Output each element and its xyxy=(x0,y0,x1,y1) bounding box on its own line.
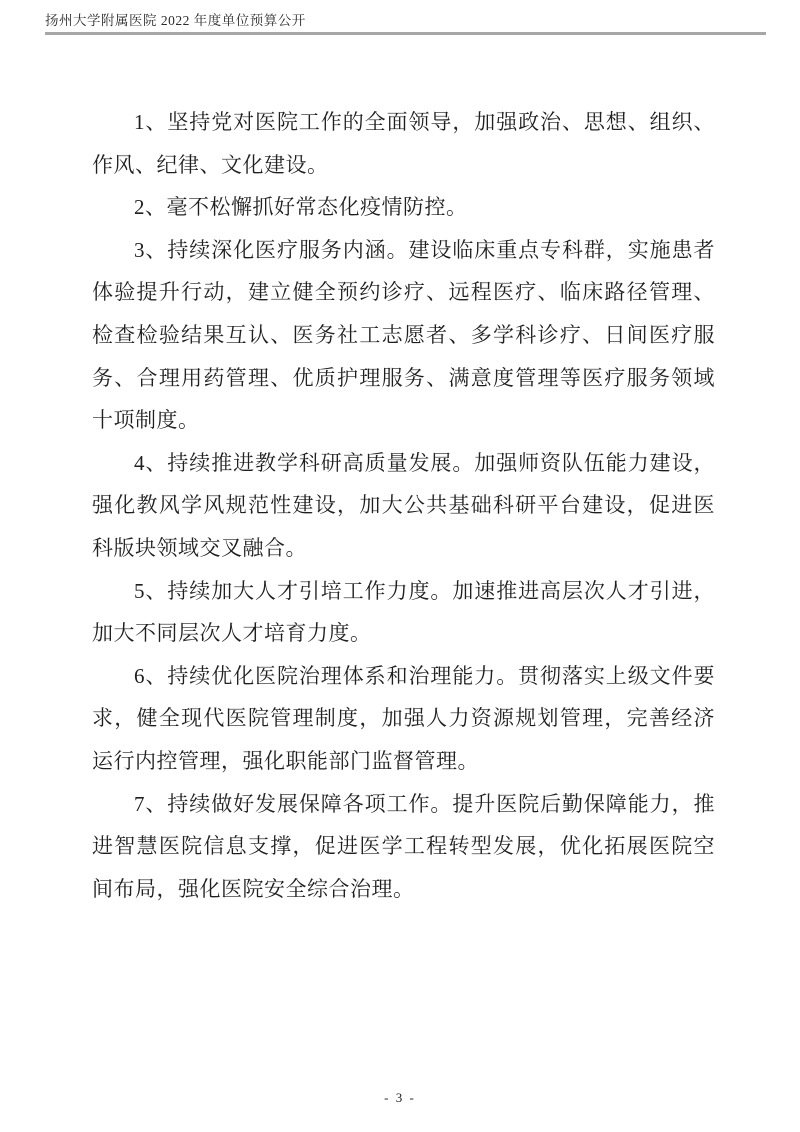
paragraph: 5、持续加大人才引培工作力度。加速推进高层次人才引进，加大不同层次人才培育力度。 xyxy=(92,578,715,646)
document-body xyxy=(92,101,715,910)
header-rule xyxy=(45,32,766,35)
paragraph: 7、持续做好发展保障各项工作。提升医院后勤保障能力，推进智慧医院信息支撑，促进医学工程转型发展，优化拓展医院空间布局，强化医院安全综合治理。 xyxy=(92,791,715,901)
paragraph: 2、毫不松懈抓好常态化疫情防控。 xyxy=(134,195,468,220)
paragraph: 3、持续深化医疗服务内涵。建设临床重点专科群，实施患者体验提升行动，建立健全预约诊疗、远程医疗、临床路径管理、检查检验结果互认、医务社工志愿者、多学科诊疗、日间医疗服务、合理用药管理、优质护理服务、满意度管理等医疗服务领域十项制度。 xyxy=(92,237,715,433)
paragraph: 4、持续推进教学科研高质量发展。加强师资队伍能力建设，强化教风学风规范性建设，加大公共基础科研平台建设，促进医科版块领域交叉融合。 xyxy=(92,450,715,560)
page-footer xyxy=(0,1090,800,1106)
header-title: 扬州大学附属医院 2022 年度单位预算公开 xyxy=(45,13,306,28)
paragraph: 6、持续优化医院治理体系和治理能力。贯彻落实上级文件要求，健全现代医院管理制度，加强人力资源规划管理，完善经济运行内控管理，强化职能部门监督管理。 xyxy=(92,663,715,773)
page-header xyxy=(45,12,766,35)
paragraph: 1、坚持党对医院工作的全面领导，加强政治、思想、组织、作风、纪律、文化建设。 xyxy=(92,110,715,177)
page-number: - 3 - xyxy=(384,1090,416,1105)
